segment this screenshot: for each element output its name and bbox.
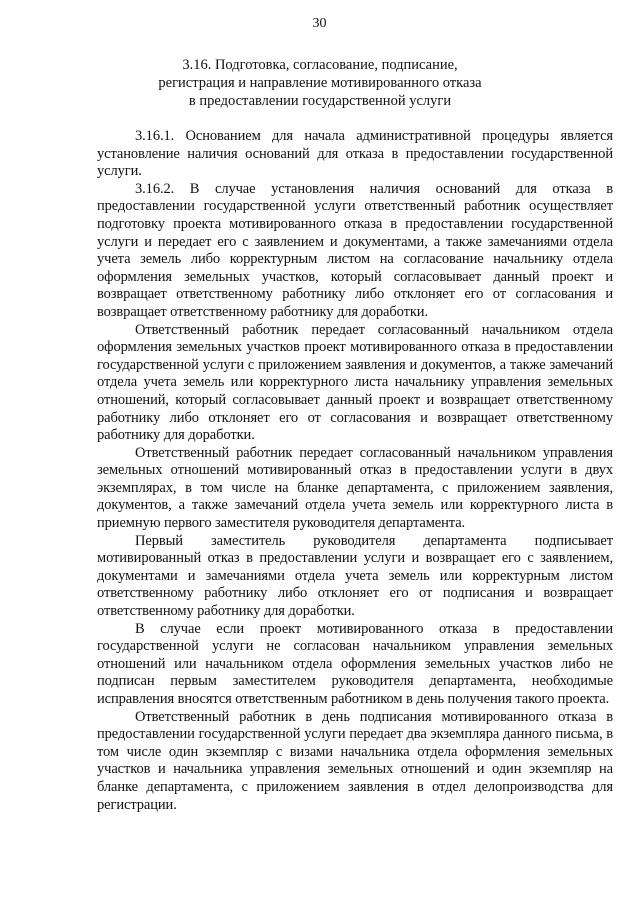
heading-line-2: регистрация и направление мотивированного отказа [158, 75, 482, 91]
paragraph-department-head-approval: Ответственный работник передает согласованный начальником отдела оформления земельных участков проект мотивированного отказа в предоставлении государственной услуги с приложением заявления и документов, а также замечаний отдела учета земель или корректурного листа начальнику управления земельных отношений, который согласовывает данный проект и возвращает ответственному работнику либо отклоняет его от согласования и возвращает ответственному работнику для доработки. [97, 321, 613, 444]
heading-line-1: 3.16. Подготовка, согласование, подписание, [182, 57, 458, 73]
paragraph-deputy-signature: Первый заместитель руководителя департамента подписывает мотивированный отказ в предоставлении услуги и возвращает его с заявлением, документами и замечаниями отдела учета земель или корректурным листом ответственному работнику либо отклоняет его от подписания и возвращает ответственному работнику для доработки. [97, 532, 613, 620]
paragraph-3-16-1: 3.16.1. Основанием для начала административной процедуры является установление наличия оснований для отказа в предоставлении государственной услуги. [97, 128, 613, 180]
section-heading [140, 56, 500, 110]
page-number: 30 [312, 16, 327, 31]
paragraph-corrections: В случае если проект мотивированного отказа в предоставлении государственной услуги не согласован начальником управления земельных отношений или начальником отдела оформления земельных участков либо не подписан первым заместителем руководителя департамента, необходимые исправления вносятся ответственным работником в день получения такого проекта. [97, 620, 613, 707]
document-body [97, 128, 613, 814]
heading-line-3: в предоставлении государственной услуги [188, 93, 452, 109]
paragraph-management-approval: Ответственный работник передает согласованный начальником управления земельных отношений мотивированный отказ в предоставлении услуги в двух экземплярах, в том числе на бланке департамента, с приложением заявления, документов, а также замечаний отдела учета земель или корректурного листа в приемную первого заместителя руководителя департамента. [97, 444, 613, 532]
paragraph-registration: Ответственный работник в день подписания мотивированного отказа в предоставлении государственной услуги передает два экземпляра данного письма, в том числе один экземпляр с визами начальника отдела оформления земельных участков и начальника управления земельных отношений и один экземпляр на бланке департамента, с приложением заявления в отдел делопроизводства для регистрации. [97, 708, 613, 813]
paragraph-3-16-2: 3.16.2. В случае установления наличия оснований для отказа в предоставлении государственной услуги ответственный работник осуществляет подготовку проекта мотивированного отказа в предоставлении государственной услуги и передает его с заявлением и документами, а также замечаниями отдела учета земель либо корректурным листом на согласование начальнику отдела оформления земельных участков, который согласовывает данный проект и возвращает ответственному работнику либо отклоняет его от согласования и возвращает ответственному работнику для доработки. [97, 180, 613, 320]
